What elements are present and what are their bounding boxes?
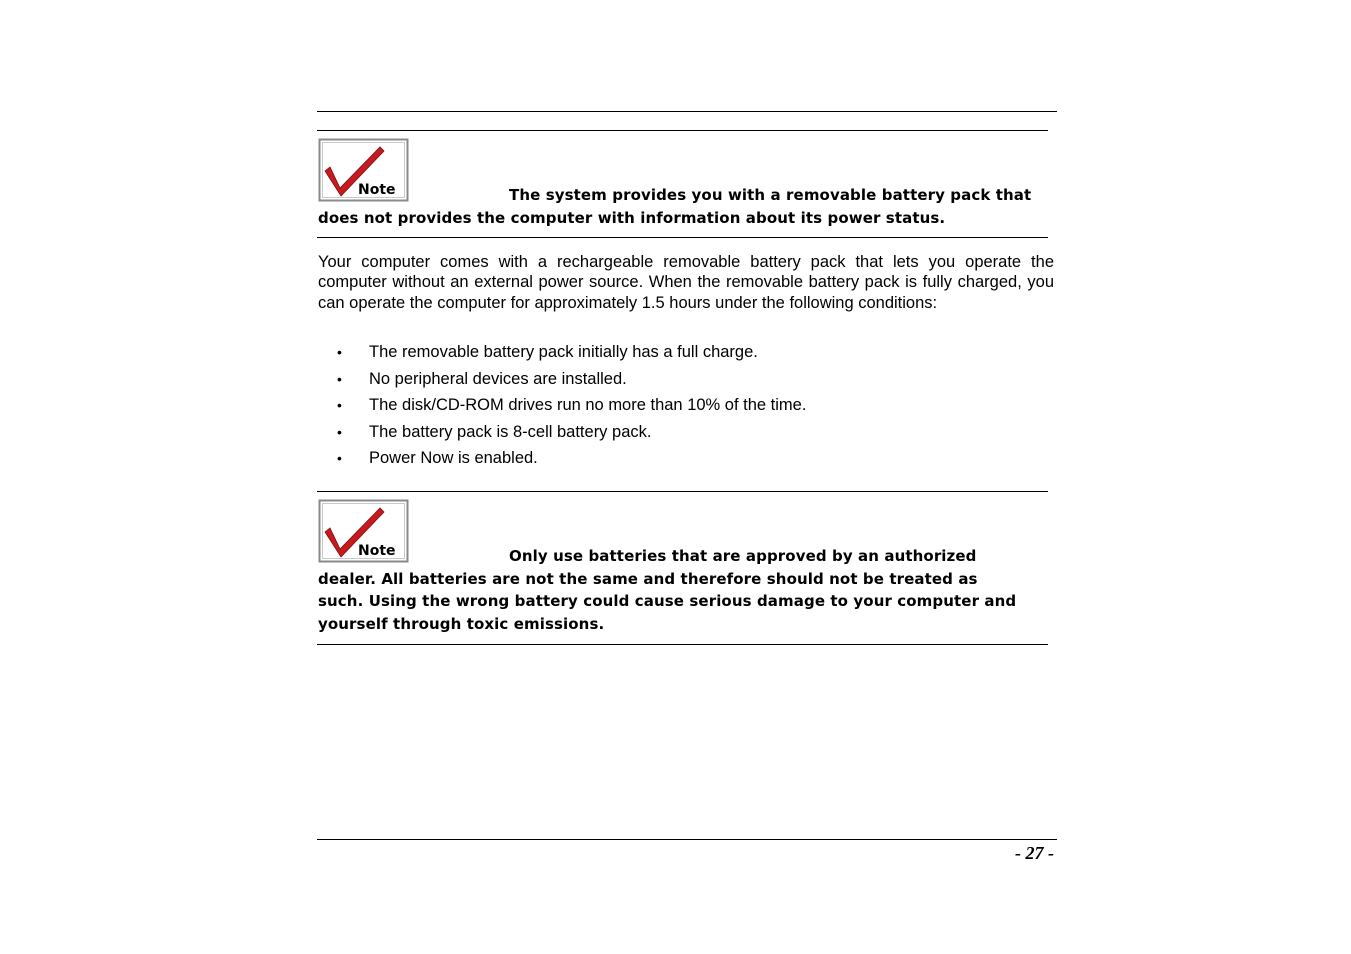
note-2-line-1: Only use batteries that are approved by an authorized (509, 547, 977, 565)
conditions-list (330, 342, 806, 475)
bullet-icon: • (337, 450, 342, 466)
page-number: - 27 - (1015, 843, 1054, 863)
footer-rule (317, 839, 1057, 840)
note-1-line-1: The system provides you with a removable battery pack that (509, 186, 1032, 204)
header-rule (317, 111, 1057, 112)
list-item: • The battery pack is 8-cell battery pack. (337, 422, 652, 441)
bullet-icon: • (337, 370, 342, 387)
note-2-line-3: such. Using the wrong battery could cause serious damage to your computer and (318, 592, 1017, 610)
list-item: • No peripheral devices are installed. (337, 369, 627, 388)
note-icon-label: Note (358, 182, 396, 198)
note-bottom-rule (317, 644, 1048, 645)
note-2-line-4: yourself through toxic emissions. (318, 615, 605, 633)
note-icon-label: Note (358, 543, 396, 559)
note-2-line-2: dealer. All batteries are not the same and therefore should not be treated as (318, 570, 978, 588)
note-top-rule (317, 491, 1048, 492)
list-item: • The removable battery pack initially has a full charge. (337, 343, 758, 361)
list-item: • Power Now is enabled. (337, 449, 538, 467)
bullet-icon: • (337, 423, 342, 440)
bullet-icon: • (337, 397, 342, 413)
note-checkmark-icon (318, 499, 409, 563)
note-1-line-2: does not provides the computer with information about its power status. (318, 209, 946, 227)
body-paragraph: Your computer comes with a rechargeable removable battery pack that lets you operate the computer without an external power source. When the removable battery pack is fully charged, you can operate the computer for approximately 1.5 hours under the following conditions: (318, 253, 1054, 312)
bullet-icon: • (337, 344, 342, 360)
note-checkmark-icon (318, 138, 409, 202)
list-item: • The disk/CD-ROM drives run no more than 10% of the time. (337, 396, 807, 414)
note-top-rule (317, 130, 1048, 131)
note-bottom-rule (317, 237, 1048, 238)
